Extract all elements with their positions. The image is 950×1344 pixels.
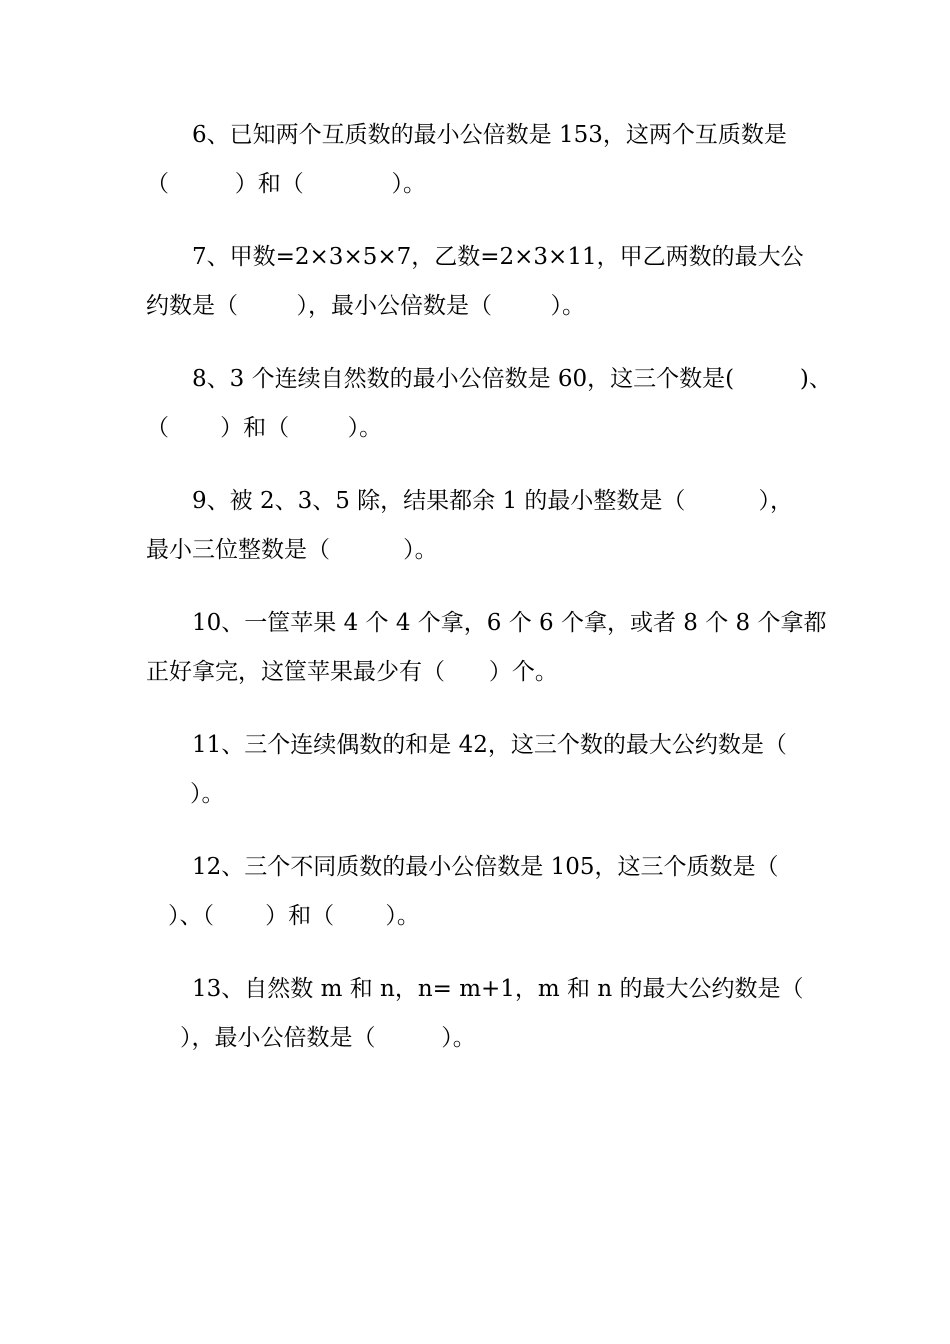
question-7-line-2: 约数是（ ），最小公倍数是（ ）。	[146, 293, 585, 319]
question-6-line-1: 6、已知两个互质数的最小公倍数是 153，这两个互质数是	[192, 122, 787, 148]
question-11-line-1: 11、三个连续偶数的和是 42，这三个数的最大公约数是（	[192, 732, 787, 758]
question-9-line-1: 9、被 2、3、5 除，结果都余 1 的最小整数是（ ），	[192, 488, 794, 514]
question-9-line-2: 最小三位整数是（ ）。	[146, 537, 438, 563]
question-12-line-2: ）、（ ）和（ ）。	[168, 903, 420, 929]
question-13-line-1: 13、自然数 m 和 n，n= m+1，m 和 n 的最大公约数是（	[192, 976, 804, 1002]
question-10-line-1: 10、一筐苹果 4 个 4 个拿，6 个 6 个拿，或者 8 个 8 个拿都	[192, 610, 827, 636]
question-8-line-2: （ ）和（ ）。	[146, 415, 383, 441]
question-7-line-1: 7、甲数=2×3×5×7，乙数=2×3×11，甲乙两数的最大公	[192, 244, 804, 270]
question-11-line-2: ）。	[190, 781, 225, 807]
question-6-line-2: （ ）和（ ）。	[146, 171, 427, 197]
question-13-line-2: ），最小公倍数是（ ）。	[180, 1025, 476, 1051]
question-8-line-1: 8、3 个连续自然数的最小公倍数是 60，这三个数是( )、	[192, 366, 832, 392]
question-12-line-1: 12、三个不同质数的最小公倍数是 105，这三个质数是（	[192, 854, 779, 880]
question-10-line-2: 正好拿完，这筐苹果最少有（ ）个。	[146, 659, 558, 685]
